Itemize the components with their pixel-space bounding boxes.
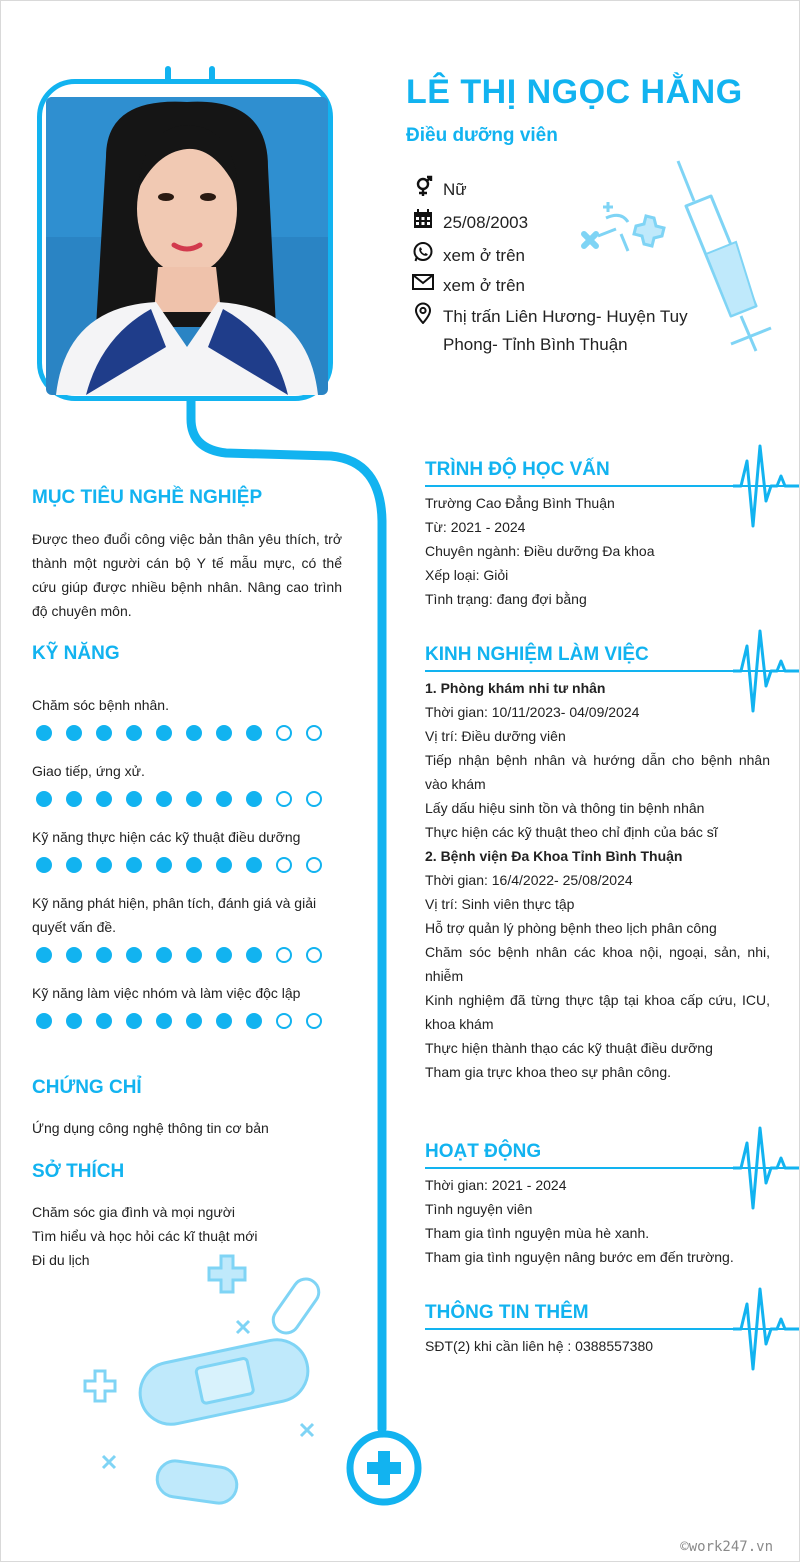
rating-dot-filled [66, 791, 82, 807]
rating-dot-filled [66, 1013, 82, 1029]
info-birthdate: 25/08/2003 [411, 209, 528, 237]
experience-line: Hỗ trợ quản lý phòng bệnh theo lịch phân công [425, 920, 717, 936]
skill-label: Chăm sóc bệnh nhân. [32, 697, 169, 713]
rating-dot-filled [66, 725, 82, 741]
experience-line: Chăm sóc bệnh nhân các khoa nội, ngoại, sản, nhi, nhiễm [425, 944, 770, 984]
rating-dot-filled [156, 1013, 172, 1029]
rating-dot-empty [306, 725, 322, 741]
extra-info-details [425, 1334, 770, 1358]
calendar-icon [411, 209, 435, 229]
skills-title: KỸ NĂNG [32, 643, 120, 664]
rating-dot-filled [186, 791, 202, 807]
rating-dot-empty [276, 791, 292, 807]
mail-icon [411, 272, 435, 292]
experience-line: Vị trí: Sinh viên thực tập [425, 896, 575, 912]
hobby-item: Chăm sóc gia đình và mọi người [32, 1204, 235, 1220]
experience-line: Tham gia trực khoa theo sự phân công. [425, 1064, 671, 1080]
rating-dot-filled [36, 725, 52, 741]
hobbies-title: SỞ THÍCH [32, 1161, 125, 1182]
rating-dot-filled [156, 725, 172, 741]
activity-line: Thời gian: 2021 - 2024 [425, 1177, 567, 1193]
career-goal-text: Được theo đuổi công việc bản thân yêu thích, trở thành một người cán bộ Y tế mẫu mực, có thể cứu giúp được nhiều bệnh nhân. Nâng cao trình độ chuyên môn. [32, 531, 342, 619]
rating-dot-filled [126, 947, 142, 963]
rating-dot-filled [96, 791, 112, 807]
rating-dot-filled [36, 947, 52, 963]
rating-dot-filled [246, 725, 262, 741]
rating-dot-filled [156, 791, 172, 807]
rating-dot-empty [276, 1013, 292, 1029]
hobby-item: Đi du lịch [32, 1252, 90, 1268]
experience-line: Vị trí: Điều dưỡng viên [425, 728, 566, 744]
experience-title: KINH NGHIỆM LÀM VIỆC [425, 644, 649, 665]
activity-line: Tham gia tình nguyện nâng bước em đến trường. [425, 1249, 734, 1265]
rating-dot-filled [216, 1013, 232, 1029]
experience-line: Thực hiện thành thạo các kỹ thuật điều dưỡng [425, 1040, 713, 1056]
job-heading: 1. Phòng khám nhi tư nhân [425, 680, 606, 696]
education-title: TRÌNH ĐỘ HỌC VẤN [425, 459, 610, 480]
rating-dot-filled [126, 791, 142, 807]
extra-info-title: THÔNG TIN THÊM [425, 1302, 589, 1323]
job-heading: 2. Bệnh viện Đa Khoa Tỉnh Bình Thuận [425, 848, 683, 864]
skill-label: Kỹ năng làm việc nhóm và làm việc độc lập [32, 985, 301, 1001]
certificates-title: CHỨNG CHỈ [32, 1077, 142, 1098]
hobby-item: Tìm hiểu và học hỏi các kĩ thuật mới [32, 1228, 258, 1244]
profile-photo [46, 97, 328, 395]
activity-line: Tham gia tình nguyện mùa hè xanh. [425, 1225, 650, 1241]
job-title: Điều dưỡng viên [406, 125, 558, 146]
skill-rating [36, 857, 322, 873]
skill-label: Kỹ năng phát hiện, phân tích, đánh giá và giải quyết vấn đề. [32, 895, 317, 935]
skill-rating [36, 791, 322, 807]
gender-icon [411, 176, 435, 196]
rating-dot-filled [216, 947, 232, 963]
rating-dot-filled [246, 857, 262, 873]
experience-line: Thời gian: 10/11/2023- 04/09/2024 [425, 704, 640, 720]
rating-dot-filled [186, 1013, 202, 1029]
skill-rating [36, 1013, 322, 1029]
skill-rating [36, 725, 322, 741]
rating-dot-filled [96, 725, 112, 741]
rating-dot-filled [156, 947, 172, 963]
experience-line: Kinh nghiệm đã từng thực tập tại khoa cấp cứu, ICU, khoa khám [425, 992, 770, 1032]
activities-details [425, 1173, 770, 1269]
bandage-pills-decoration [61, 1246, 341, 1526]
rating-dot-filled [126, 725, 142, 741]
info-address: Thị trấn Liên Hương- Huyện Tuy Phong- Tỉnh Bình Thuận [411, 303, 688, 359]
education-details [425, 491, 770, 611]
rating-dot-filled [96, 1013, 112, 1029]
rating-dot-empty [276, 857, 292, 873]
rating-dot-filled [156, 857, 172, 873]
extra-info-line: SĐT(2) khi cần liên hệ : 0388557380 [425, 1338, 654, 1354]
education-line: Chuyên ngành: Điều dưỡng Đa khoa [425, 543, 655, 559]
rating-dot-empty [276, 725, 292, 741]
rating-dot-filled [246, 947, 262, 963]
experience-line: Thời gian: 16/4/2022- 25/08/2024 [425, 872, 633, 888]
rating-dot-filled [216, 791, 232, 807]
info-gender: Nữ [411, 176, 467, 204]
full-name: LÊ THỊ NGỌC HẰNG [406, 73, 743, 111]
rating-dot-filled [96, 947, 112, 963]
rating-dot-empty [306, 791, 322, 807]
rating-dot-filled [186, 857, 202, 873]
experience-details [425, 676, 770, 1084]
rating-dot-filled [36, 857, 52, 873]
rating-dot-filled [246, 1013, 262, 1029]
skill-rating [36, 947, 322, 963]
plus-circle-icon [345, 1429, 423, 1507]
phone-icon [411, 242, 435, 262]
skill-label: Kỹ năng thực hiện các kỹ thuật điều dưỡng [32, 829, 301, 845]
certificate-item: Ứng dụng công nghệ thông tin cơ bản [32, 1120, 269, 1136]
rating-dot-filled [66, 947, 82, 963]
rating-dot-empty [306, 947, 322, 963]
rating-dot-empty [306, 857, 322, 873]
rating-dot-filled [126, 857, 142, 873]
experience-line: Lấy dấu hiệu sinh tồn và thông tin bệnh nhân [425, 800, 705, 816]
activity-line: Tình nguyện viên [425, 1201, 533, 1217]
rating-dot-filled [66, 857, 82, 873]
heartbeat-icon [733, 1284, 799, 1374]
rating-dot-empty [306, 1013, 322, 1029]
syringe-icon [566, 156, 776, 356]
info-phone: xem ở trên [411, 242, 525, 270]
rating-dot-filled [96, 857, 112, 873]
experience-line: Tiếp nhận bệnh nhân và hướng dẫn cho bệnh nhân vào khám [425, 752, 770, 792]
rating-dot-filled [216, 725, 232, 741]
rating-dot-filled [186, 947, 202, 963]
watermark: ©work247.vn [680, 1539, 773, 1555]
rating-dot-filled [36, 1013, 52, 1029]
career-goal-title: MỤC TIÊU NGHỀ NGHIỆP [32, 487, 263, 508]
experience-line: Thực hiện các kỹ thuật theo chỉ định của bác sĩ [425, 824, 718, 840]
rating-dot-empty [276, 947, 292, 963]
skill-label: Giao tiếp, ứng xử. [32, 763, 145, 779]
activities-title: HOẠT ĐỘNG [425, 1141, 542, 1162]
education-line: Xếp loại: Giỏi [425, 567, 509, 583]
location-pin-icon [411, 303, 435, 323]
info-email: xem ở trên [411, 272, 525, 300]
rating-dot-filled [36, 791, 52, 807]
education-line: Tình trạng: đang đợi bằng [425, 591, 587, 607]
education-line: Từ: 2021 - 2024 [425, 519, 526, 535]
rating-dot-filled [186, 725, 202, 741]
rating-dot-filled [216, 857, 232, 873]
education-line: Trường Cao Đẳng Bình Thuận [425, 495, 615, 511]
rating-dot-filled [126, 1013, 142, 1029]
rating-dot-filled [246, 791, 262, 807]
